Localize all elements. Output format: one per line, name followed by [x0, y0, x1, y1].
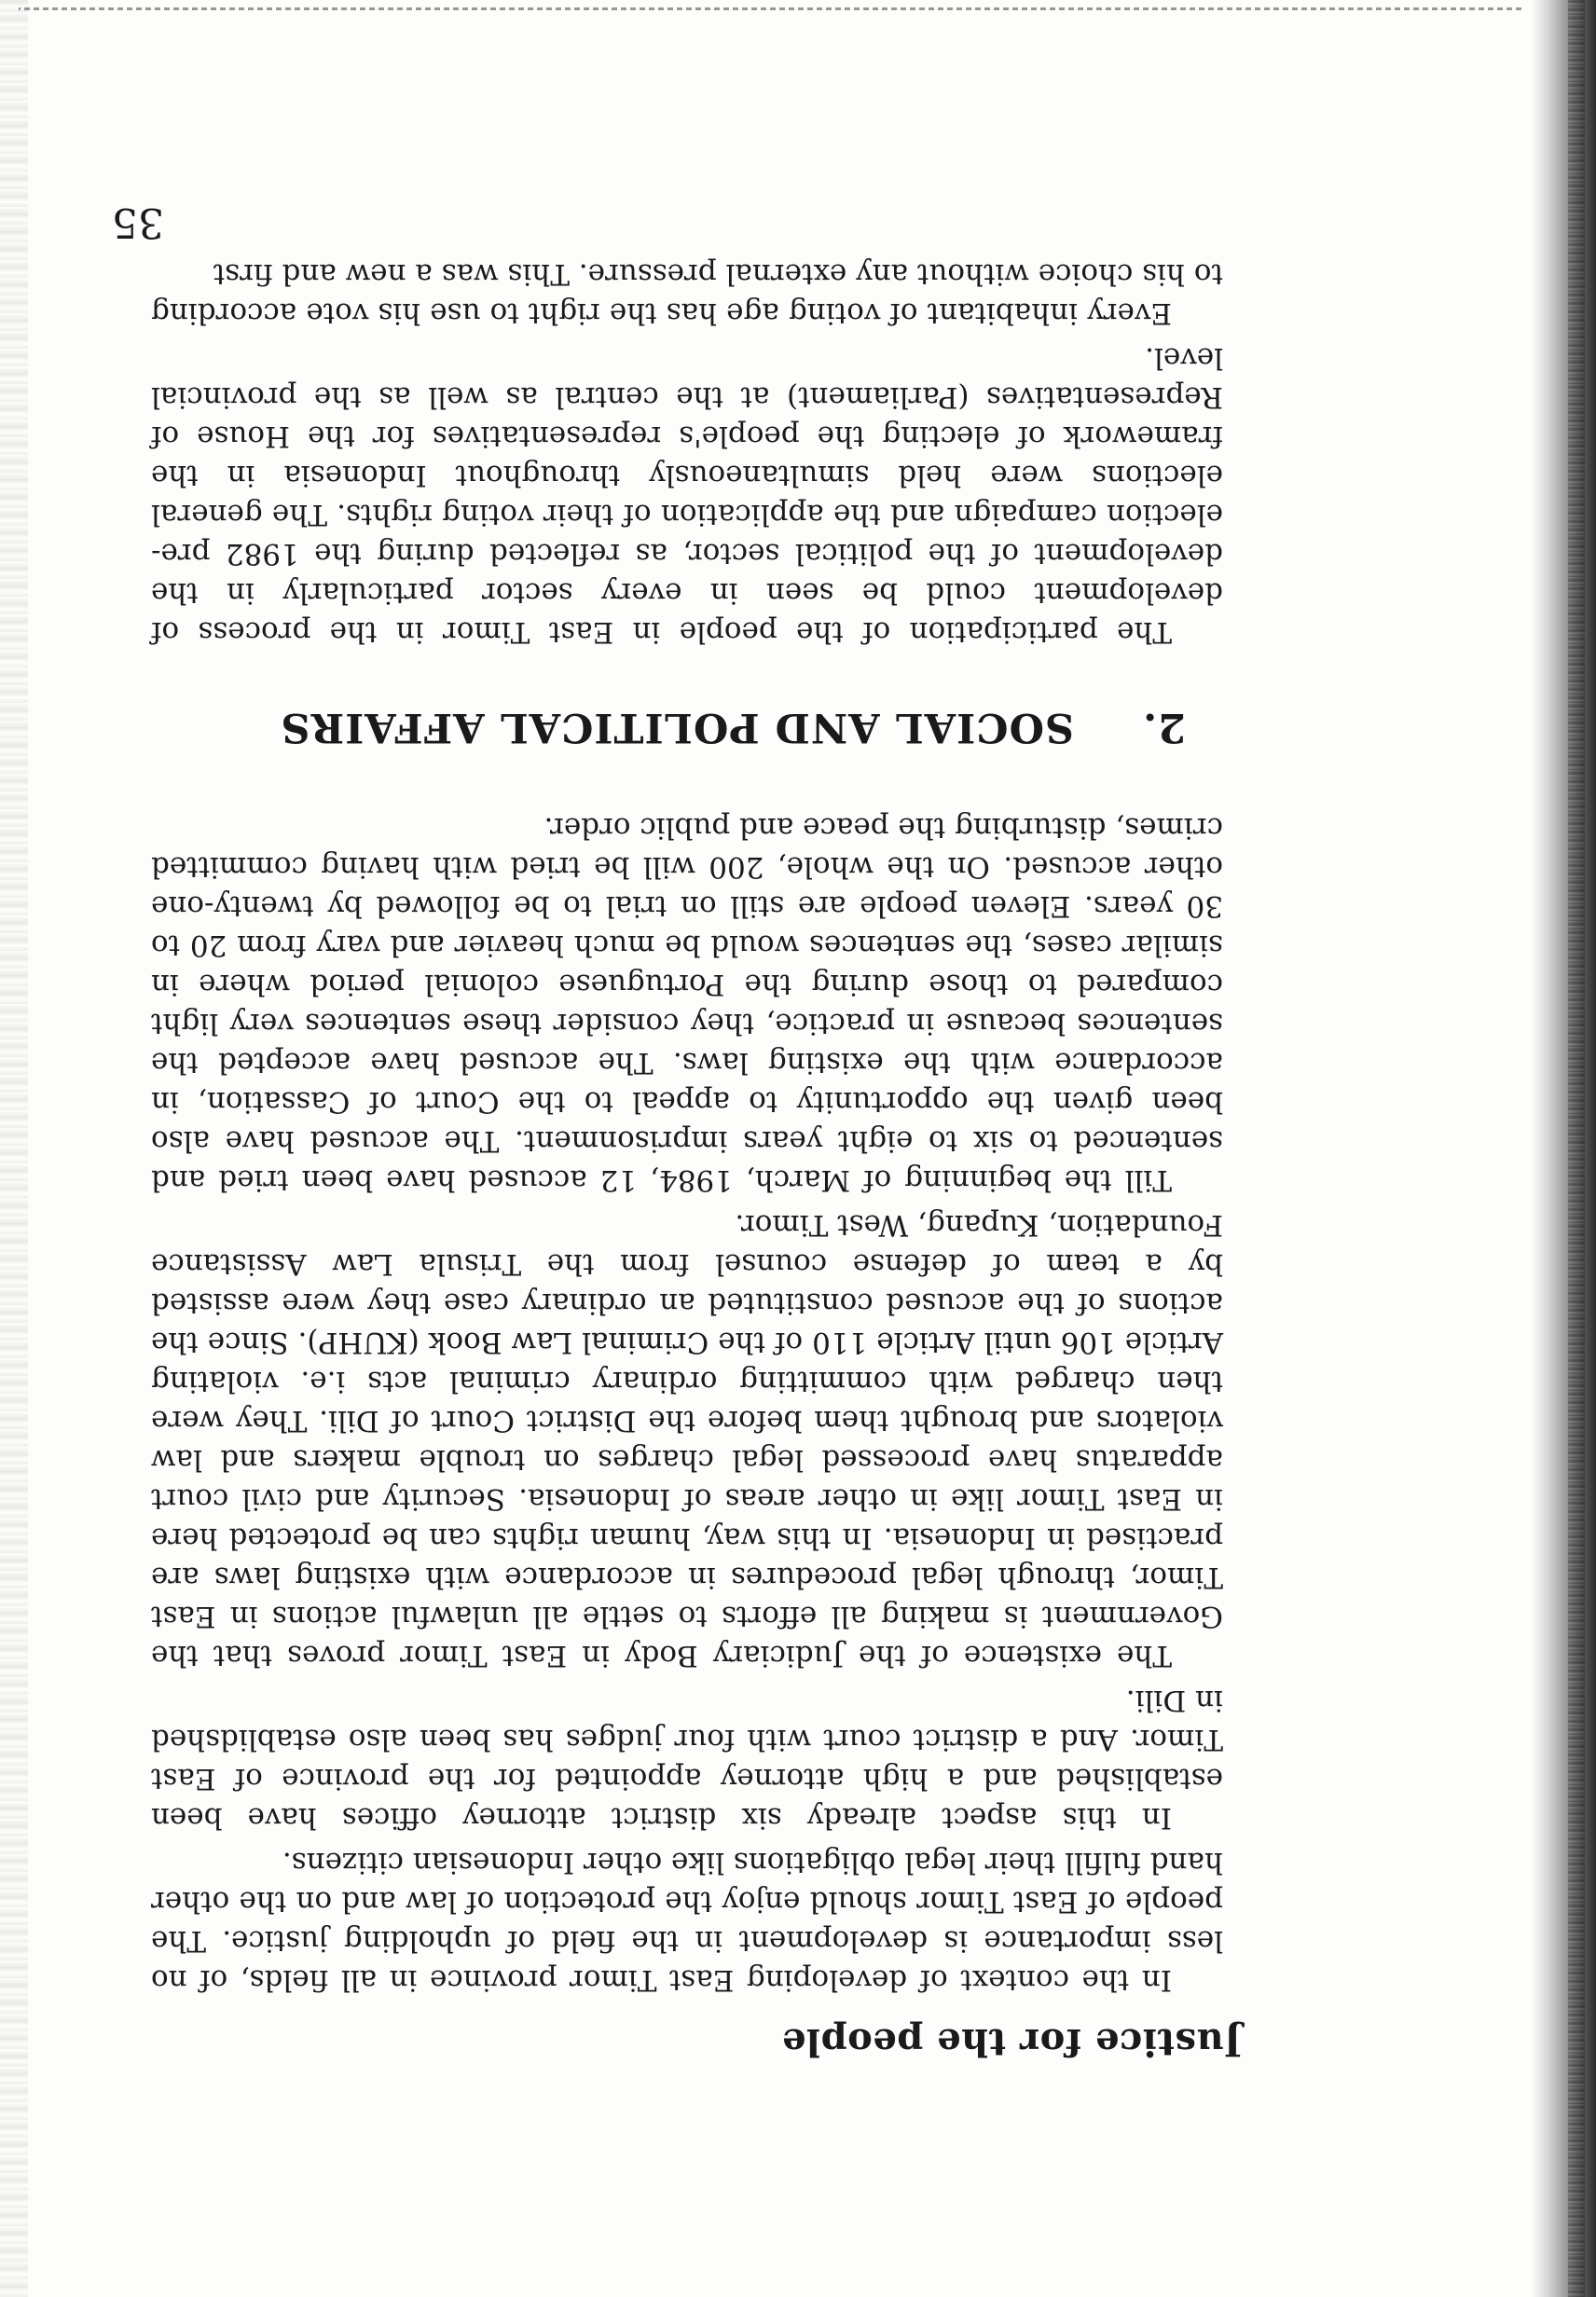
scan-dotted-edge	[19, 7, 1521, 10]
section-heading	[151, 704, 1186, 750]
paragraph-social-1: The participation of the people in East Timor in the process of development could be seen in every sector particularly in the development of the political sector, as reflected during the 1982 pre-election campaign and the application of their voting rights. The general elections were held simultaneously throughout Indonesia in the framework of electing the people's representatives for the House of Representatives (Parliament) at the central as well as the provincial level.	[151, 341, 1223, 649]
paragraph-social-2: Every inhabitant of voting age has the right to use his vote according to his choice without any external pressure. This was a new and first	[151, 257, 1223, 330]
paragraph-justice-1: In the context of developing East Timor province in all fields, of no less importance is development in the field of upholding justice. The people of East Timor should enjoy the protection of law and on the other hand fulfill their legal obligations like other Indonesian citizens.	[151, 1846, 1223, 1997]
section-number: 2.	[1142, 704, 1186, 750]
page-content	[151, 249, 1242, 2064]
page-heading: Justice for the people	[781, 2020, 1242, 2064]
page-number: 35	[112, 199, 164, 246]
book-binding-edge	[1531, 0, 1596, 2297]
paragraph-justice-3: The existence of the Judiciary Body in East Timor proves that the Government is making all efforts to settle all unlawful actions in East Timor, through legal procedures in accordance with existing laws are practised in Indonesia. In this way, human rights can be protected here in East Timor like in other areas of Indonesia. Security and civil court apparatus have processed legal charges on trouble makers and law violators and brought them before the District Court of Dili. They were then charged with committing ordinary criminal acts i.e. violating Article 106 until Article 110 of the Criminal Law Book (KUHP). Since the actions of the accused constituted an ordinary case they were assisted by a team of defense counsel from the Trisula Law Assistance Foundation, Kupang, West Timor.	[151, 1208, 1223, 1672]
section-title: SOCIAL AND POLITICAL AFFAIRS	[280, 704, 1074, 750]
scan-edge-noise	[0, 0, 28, 2297]
paragraph-justice-2: In this aspect already six district attorney offices have been established and a high attorney appointed for the province of East Timor. And a district court with four judges has been also establidshed in Dili.	[151, 1684, 1223, 1835]
paragraph-justice-4: Till the beginning of March, 1984, 12 accused have been tried and sentenced to six to eight years imprisonment. The accused have also been given the opportunity to appeal to the Court of Cassation, in accordance with the existing laws. The accused have accepted the sentences because in practice, they consider these sentences very light compared to those during the Portuguese colonial period where in similar cases, the sentences would be much heavier and vary from 20 to 30 years. Eleven people are still on trial to be followed by twenty-one other accused. On the whole, 200 will be tried with having committed crimes, disturbing the peace and public order.	[151, 811, 1223, 1197]
